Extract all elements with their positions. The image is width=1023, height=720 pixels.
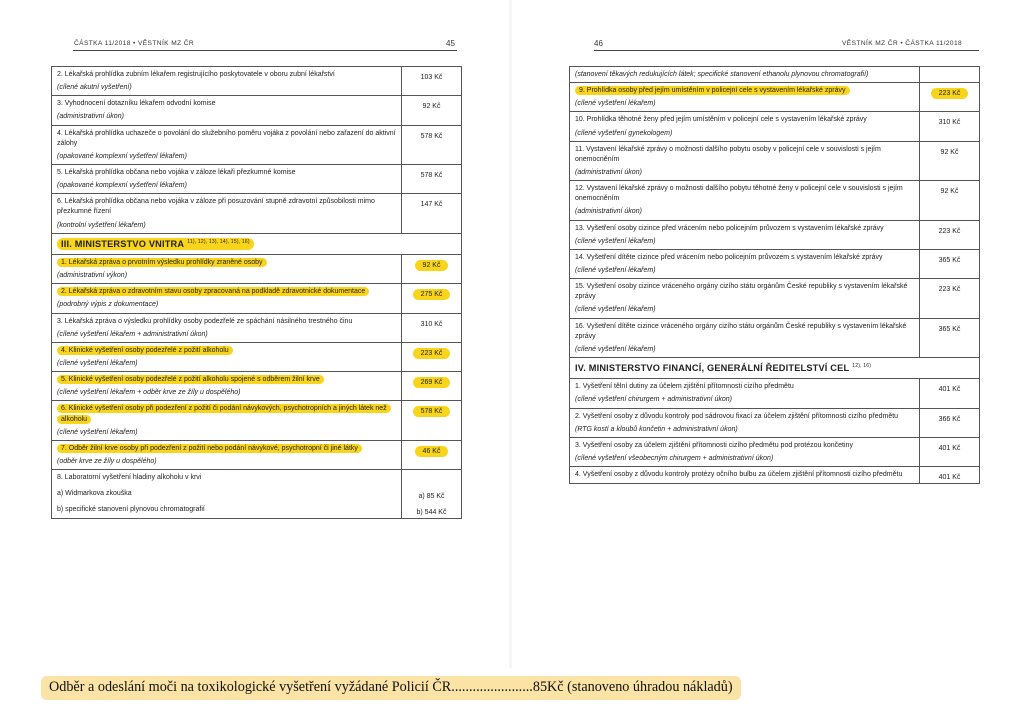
item-price: 365 Kč <box>938 256 961 264</box>
table-row <box>52 372 462 401</box>
item-note: (RTG kostí a kloubů končetin + administrativní úkon) <box>575 425 738 433</box>
item-price-cell <box>402 67 462 96</box>
item-description-cell <box>52 372 402 401</box>
item-description-cell <box>570 467 920 484</box>
item-description-cell <box>570 67 920 83</box>
item-note: (cílené vyšetření lékařem) <box>575 266 656 274</box>
item-price-cell <box>920 379 980 408</box>
item-description-cell <box>570 83 920 112</box>
item-note: (cílené vyšetření lékařem + administrativní úkon) <box>57 330 208 338</box>
item-text-highlight: 5. Klinické vyšetření osoby podezřelé z požití alkoholu spojené s odběrem žilní krve <box>57 375 324 384</box>
table-row <box>570 408 980 437</box>
left-page <box>0 0 511 668</box>
item-price: 223 Kč <box>931 88 969 99</box>
item-text-highlight: 4. Klinické vyšetření osoby podezřelé z požití alkoholu <box>57 346 233 355</box>
item-text: 4. Lékařská prohlídka uchazeče o povolání do služebního poměru vojáka z povolání nebo zařazení do aktivní zálohy <box>57 129 396 147</box>
item-text-highlight: 2. Lékařská zpráva o zdravotním stavu osoby zpracovaná na podkladě zdravotnické dokumentace <box>57 287 369 296</box>
item-note: (kontrolní vyšetření lékařem) <box>57 221 146 229</box>
table-row <box>52 164 462 193</box>
item-note: (stanovení těkavých redukujících látek; specifické stanovení ethanolu plynovou chromatografií) <box>575 71 869 78</box>
item-price: 578 Kč <box>413 406 451 417</box>
item-price-cell <box>920 279 980 318</box>
item-note: (cílené vyšetření lékařem) <box>57 360 138 368</box>
item-note: (cílené vyšetření chirurgem + administrativní úkon) <box>575 396 732 404</box>
table-row <box>570 181 980 220</box>
item-note: (administrativní výkon) <box>57 272 128 280</box>
item-price: 401 Kč <box>938 474 961 482</box>
section-title-text: IV. MINISTERSTVO FINANCÍ, GENERÁLNÍ ŘEDITELSTVÍ CEL <box>575 362 850 373</box>
item-description-cell <box>570 437 920 466</box>
item-description-cell <box>52 255 402 284</box>
item-price-cell <box>920 181 980 220</box>
item-price-cell <box>920 467 980 484</box>
item-note: (administrativní úkon) <box>575 168 642 176</box>
item-text: 14. Vyšetření dítěte cizince před vrácením nebo policejním průvozem s vystavením lékařské zprávy <box>575 253 883 261</box>
item-note: (administrativní úkon) <box>57 113 124 121</box>
item-price: 310 Kč <box>938 119 961 127</box>
item-price-cell <box>402 470 462 519</box>
item-text: 8. Laboratorní vyšetření hladiny alkoholu v krvi <box>57 474 202 482</box>
section-title-text: III. MINISTERSTVO VNITRA <box>61 238 185 249</box>
section-title <box>57 238 254 250</box>
item-description-cell <box>570 408 920 437</box>
item-description-cell <box>570 141 920 180</box>
item-text: 2. Vyšetření osoby z důvodu kontroly pod sádrovou fixací za účelem zjištění přítomnosti cizího předmětu <box>575 412 899 420</box>
item-price-cell <box>402 313 462 342</box>
sub-price-b: b) 544 Kč <box>416 509 447 517</box>
item-note: (opakované komplexní vyšetření lékařem) <box>57 182 187 190</box>
table-row <box>570 220 980 249</box>
item-text: 5. Lékařská prohlídka občana nebo vojáka v záloze lékaři přezkumné komise <box>57 168 296 176</box>
table-row <box>52 440 462 469</box>
item-price: 92 Kč <box>415 260 449 271</box>
table-row <box>570 249 980 278</box>
item-price: 269 Kč <box>413 377 451 388</box>
left-page-number: 45 <box>446 39 455 48</box>
left-price-table <box>51 66 462 519</box>
table-row <box>52 342 462 371</box>
section-row <box>570 357 980 378</box>
item-price-cell <box>402 284 462 313</box>
item-price-cell <box>402 401 462 440</box>
item-description-cell <box>570 318 920 357</box>
item-description-cell <box>52 440 402 469</box>
item-price: 92 Kč <box>422 103 441 111</box>
item-description-cell <box>570 279 920 318</box>
table-row <box>570 83 980 112</box>
item-text: 15. Vyšetření osoby cizince vráceného orgány cizího státu orgánům České republiky s vystavením lékařské zprávy <box>575 283 908 301</box>
table-row <box>570 279 980 318</box>
section-footnote-refs: 11), 12), 13), 14), 15), 16) <box>187 238 250 245</box>
item-price-cell <box>402 96 462 125</box>
right-header-rule <box>594 50 979 51</box>
section-heading <box>570 357 980 378</box>
table-row <box>570 437 980 466</box>
item-price-cell <box>920 437 980 466</box>
section-row <box>52 233 462 254</box>
table-row <box>570 318 980 357</box>
section-heading <box>52 233 462 254</box>
left-header-rule <box>73 50 457 51</box>
item-note: (odběr krve ze žíly u dospělého) <box>57 458 157 465</box>
item-price: 92 Kč <box>940 188 959 196</box>
item-description-cell <box>52 470 402 519</box>
item-note: (cílené vyšetření lékařem) <box>575 237 656 245</box>
item-text: 3. Vyhodnocení dotazníku lékařem odvodní komise <box>57 100 216 108</box>
item-note: (cílené vyšetření lékařem) <box>57 428 138 436</box>
item-price-cell <box>402 372 462 401</box>
item-price-cell <box>920 318 980 357</box>
item-note: (cílené vyšetření lékařem) <box>575 306 656 314</box>
table-row <box>570 467 980 484</box>
item-price: 310 Kč <box>420 320 443 328</box>
item-note: (opakované komplexní vyšetření lékařem) <box>57 152 187 160</box>
item-description-cell <box>570 379 920 408</box>
item-note: (cílené vyšetření gynekologem) <box>575 129 673 137</box>
item-description-cell <box>52 67 402 96</box>
item-description-cell <box>52 96 402 125</box>
item-description-cell <box>52 194 402 233</box>
item-price-cell <box>920 408 980 437</box>
item-description-cell <box>52 284 402 313</box>
table-row <box>52 67 462 96</box>
right-page <box>512 0 1023 668</box>
item-text: 3. Lékařská zpráva o výsledku prohlídky osoby podezřelé ze spáchání násilného trestného činu <box>57 317 353 325</box>
item-description-cell <box>52 342 402 371</box>
item-price-cell <box>402 440 462 469</box>
item-text-highlight: 7. Odběr žilní krve osoby při podezření z požití nebo podání návykové, psychotropní či jiné látky <box>57 444 362 453</box>
item-price: 103 Kč <box>420 74 443 81</box>
right-page-number: 46 <box>594 39 603 48</box>
item-price: 92 Kč <box>940 148 959 156</box>
sub-item-b: b) specifické stanovení plynovou chromatografií <box>57 506 205 514</box>
table-row <box>570 379 980 408</box>
right-price-table <box>569 66 980 484</box>
left-running-head: ČÁSTKA 11/2018 • VĚSTNÍK MZ ČR <box>74 40 195 47</box>
right-running-head: VĚSTNÍK MZ ČR • ČÁSTKA 11/2018 <box>842 40 963 47</box>
item-price-cell <box>402 164 462 193</box>
item-price: 401 Kč <box>938 444 961 452</box>
item-text: 11. Vystavení lékařské zprávy o možnosti dalšího pobytu osoby v policejní cele v souvislosti s jejím onemocněním <box>575 145 881 163</box>
item-price: 223 Kč <box>413 348 451 359</box>
item-text: 16. Vyšetření dítěte cizince vráceného orgány cizího státu orgánům České republiky s vystavením lékařské zprávy <box>575 322 907 340</box>
item-price: 578 Kč <box>420 171 443 179</box>
item-note: (cílené vyšetření lékařem) <box>575 100 656 108</box>
item-price-cell <box>402 342 462 371</box>
item-description-cell <box>570 181 920 220</box>
item-text: 13. Vyšetření osoby cizince před vrácením nebo policejním průvozem s vystavením lékařské zprávy <box>575 224 884 232</box>
item-price: 366 Kč <box>938 415 961 423</box>
item-note: (cílené vyšetření lékařem + odběr krve ze žíly u dospělého) <box>57 389 241 397</box>
table-row <box>52 470 462 519</box>
item-description-cell <box>52 313 402 342</box>
item-note: (cílené vyšetření lékařem) <box>575 345 656 353</box>
item-text: 1. Vyšetření tělní dutiny za účelem zjištění přítomnosti cizího předmětu <box>575 383 794 391</box>
item-price-cell <box>920 83 980 112</box>
section-footnote-refs: 12), 16) <box>852 362 872 369</box>
table-row <box>52 284 462 313</box>
item-price-cell <box>402 255 462 284</box>
item-price: 46 Kč <box>415 446 449 457</box>
item-description-cell <box>570 249 920 278</box>
table-row <box>52 96 462 125</box>
table-row <box>570 67 980 83</box>
item-price-cell <box>920 220 980 249</box>
item-note: (administrativní úkon) <box>575 208 642 216</box>
highlighted-caption: Odběr a odeslání moči na toxikologické vyšetření vyžádané Policií ČR.......................85Kč (stanoveno úhradou nákladů) <box>41 676 741 700</box>
table-row <box>570 141 980 180</box>
item-text-highlight: 1. Lékařská zpráva o prvotním výsledku prohlídky zraněné osoby <box>57 258 267 267</box>
item-price-cell <box>402 125 462 164</box>
item-price: 223 Kč <box>938 227 961 235</box>
item-price-cell <box>920 249 980 278</box>
item-text: 10. Prohlídka těhotné ženy před jejím umístěním v policejní cele s vystavením lékařské zprávy <box>575 116 867 124</box>
item-text: 4. Vyšetření osoby z důvodu kontroly protézy očního bulbu za účelem zjištění přítomnosti cizího předmětu <box>575 471 903 479</box>
item-description-cell <box>52 164 402 193</box>
item-price-cell <box>920 67 980 83</box>
item-description-cell <box>52 125 402 164</box>
item-description-cell <box>52 401 402 440</box>
item-note: (cílené akutní vyšetření) <box>57 84 132 92</box>
item-text-highlight: 6. Klinické vyšetření osoby při podezření z požití či podání návykových, psychotropních a jiných látek než alkoholu <box>57 404 391 423</box>
item-text: 6. Lékařská prohlídka občana nebo vojáka v záloze při posuzování stupně zdravotní způsobilosti mimo přezkumné řízení <box>57 198 375 216</box>
item-price-cell <box>920 141 980 180</box>
table-row <box>52 401 462 440</box>
item-price-cell <box>402 194 462 233</box>
table-row <box>52 313 462 342</box>
section-title <box>575 363 871 373</box>
item-price: 147 Kč <box>420 201 443 209</box>
item-text-highlight: 9. Prohlídka osoby před jejím umístěním v policejní cele s vystavením lékařské zprávy <box>575 86 850 95</box>
item-note: (podrobný výpis z dokumentace) <box>57 301 159 309</box>
item-description-cell <box>570 220 920 249</box>
item-price: 401 Kč <box>938 386 961 394</box>
item-price: 578 Kč <box>420 132 443 140</box>
table-row <box>570 112 980 141</box>
item-price: 365 Kč <box>938 325 961 333</box>
item-text: 12. Vystavení lékařské zprávy o možnosti dalšího pobytu těhotné ženy v policejní cele v souvislosti s jejím onemocněním <box>575 185 903 203</box>
table-row <box>52 194 462 233</box>
item-price-cell <box>920 112 980 141</box>
table-row <box>52 125 462 164</box>
item-price: 275 Kč <box>413 289 451 300</box>
item-price: 223 Kč <box>938 286 961 294</box>
item-description-cell <box>570 112 920 141</box>
item-text: 3. Vyšetření osoby za účelem zjištění přítomnosti cizího předmětu pod protézou končetiny <box>575 441 853 449</box>
table-row <box>52 255 462 284</box>
sub-price-a: a) 85 Kč <box>418 493 445 501</box>
item-note: (cílené vyšetření všeobecným chirurgem + administrativní úkon) <box>575 455 774 462</box>
item-text: 2. Lékařská prohlídka zubním lékařem registrujícího poskytovatele v oboru zubní lékařství <box>57 71 335 78</box>
sub-item-a: a) Widmarkova zkouška <box>57 490 132 498</box>
